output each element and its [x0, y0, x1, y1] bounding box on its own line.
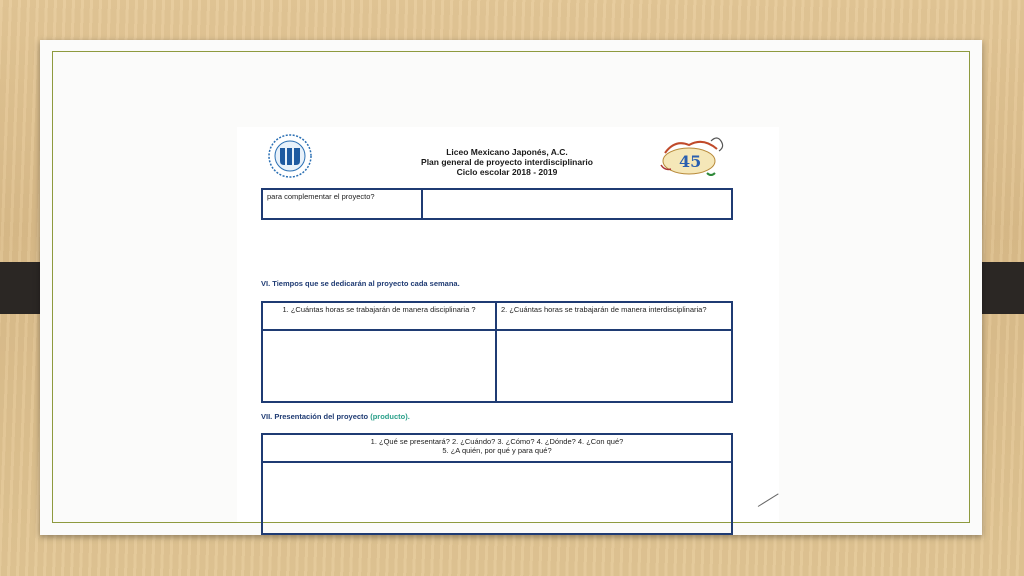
document-page	[237, 127, 779, 522]
hours-interdisciplinary-question: 2. ¿Cuántas horas se trabajarán de manera interdisciplinaria?	[501, 305, 707, 314]
section-7-title-paren: (producto).	[370, 412, 410, 421]
top-table-label-cell	[262, 189, 422, 219]
svg-text:45: 45	[679, 152, 702, 171]
hours-disciplinary-answer-cell[interactable]	[262, 330, 496, 402]
school-seal-logo-icon	[267, 133, 313, 179]
hours-table	[261, 301, 733, 403]
top-table-label: para complementar el proyecto?	[267, 192, 375, 201]
hours-interdisciplinary-header	[496, 302, 732, 330]
presentation-table	[261, 433, 733, 535]
header-line-2: Plan general de proyecto interdisciplinario	[421, 157, 593, 167]
slide	[40, 40, 982, 535]
hours-disciplinary-question: 1. ¿Cuántas horas se trabajarán de manera disciplinaria ?	[282, 305, 476, 314]
top-table-value-cell[interactable]	[422, 189, 732, 219]
top-table	[261, 188, 733, 220]
hours-disciplinary-header	[262, 302, 496, 330]
header-line-3: Ciclo escolar 2018 - 2019	[456, 167, 558, 177]
presentation-questions-line-1: 1. ¿Qué se presentará? 2. ¿Cuándo? 3. ¿Cómo? 4. ¿Dónde? 4. ¿Con qué?	[370, 437, 624, 446]
anniversary-logo-icon	[655, 131, 729, 183]
presentation-answer-cell[interactable]	[262, 462, 732, 534]
section-7-title-main: VII. Presentación del proyecto	[261, 412, 369, 421]
section-6-title: VI. Tiempos que se dedicarán al proyecto cada semana.	[261, 279, 460, 288]
document-header	[357, 147, 657, 177]
header-line-1: Liceo Mexicano Japonés, A.C.	[446, 147, 568, 157]
presentation-questions-line-2: 5. ¿A quién, por qué y para qué?	[442, 446, 552, 455]
hours-interdisciplinary-answer-cell[interactable]	[496, 330, 732, 402]
presentation-questions-cell	[262, 434, 732, 462]
section-7-title	[261, 412, 410, 421]
